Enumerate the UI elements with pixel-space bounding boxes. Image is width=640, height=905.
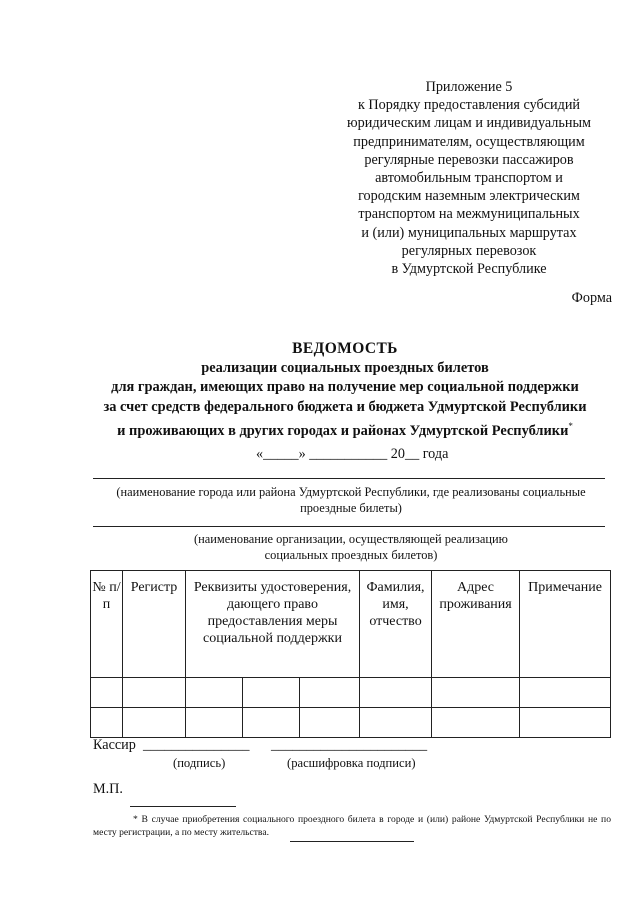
appendix-line: к Порядку предоставления субсидий xyxy=(357,97,581,114)
table-cell[interactable] xyxy=(520,708,611,738)
title-line: за счет средств федерального бюджета и бюджета Удмуртской Республики xyxy=(103,398,587,415)
footnote-text: В случае приобретения социального проездного билета в городе и (или) районе Удмуртской Республики не по месту регистрации, а по месту жительства. xyxy=(93,814,611,838)
footnote-separator xyxy=(130,806,236,807)
header-requisites: Реквизиты удостоверения, дающего право предоставления меры социальной поддержки xyxy=(186,571,360,678)
table-cell[interactable] xyxy=(520,678,611,708)
footnote-mark: * xyxy=(133,814,138,825)
organization-field-line[interactable] xyxy=(93,526,605,527)
appendix-line: Приложение 5 xyxy=(425,79,513,95)
appendix-block xyxy=(330,78,608,278)
table-cell[interactable] xyxy=(300,708,360,738)
table-cell[interactable] xyxy=(186,708,243,738)
table-cell[interactable] xyxy=(432,708,520,738)
footnote xyxy=(93,813,611,839)
title-line: и проживающих в других городах и районах Удмуртской Республики xyxy=(117,422,569,439)
organization-caption xyxy=(96,531,606,563)
appendix-line: и (или) муниципальных маршрутах xyxy=(361,224,577,241)
table-cell[interactable] xyxy=(186,678,243,708)
appendix-line: автомобильным транспортом и xyxy=(375,170,563,187)
table-cell[interactable] xyxy=(360,708,432,738)
table-row xyxy=(91,708,611,738)
appendix-line: предпринимателям, осуществляющим xyxy=(353,133,585,150)
appendix-line: юридическим лицам и индивидуальным xyxy=(347,115,591,132)
table-row xyxy=(91,678,611,708)
header-address: Адрес проживания xyxy=(432,571,520,678)
table-cell[interactable] xyxy=(243,678,300,708)
date-line: «_____» ___________ 20__ года xyxy=(256,446,449,462)
header-note: Примечание xyxy=(520,571,611,678)
cashier-signature-field[interactable]: _______________ xyxy=(143,737,250,753)
cashier-decode-field[interactable]: ______________________ xyxy=(271,737,428,753)
table-cell[interactable] xyxy=(360,678,432,708)
appendix-line: регулярные перевозки пассажиров xyxy=(364,151,574,168)
cashier-label: Кассир xyxy=(93,737,136,753)
header-fio: Фамилия, имя, отчество xyxy=(360,571,432,678)
city-field-line[interactable] xyxy=(93,478,605,479)
table-cell[interactable] xyxy=(243,708,300,738)
table-header-row xyxy=(91,571,611,678)
appendix-line: городским наземным электрическим xyxy=(358,188,580,205)
title-line: реализации социальных проездных билетов xyxy=(201,359,489,376)
table-cell[interactable] xyxy=(300,678,360,708)
form-label: Форма xyxy=(571,290,612,306)
table-cell[interactable] xyxy=(123,708,186,738)
header-num: № п/п xyxy=(91,571,123,678)
table-cell[interactable] xyxy=(91,678,123,708)
title-footnote-mark: * xyxy=(568,421,573,431)
appendix-line: транспортом на межмуниципальных xyxy=(358,206,580,223)
table-cell[interactable] xyxy=(432,678,520,708)
document-title xyxy=(80,339,610,441)
header-register: Регистр xyxy=(123,571,186,678)
city-caption: (наименование города или района Удмуртской Республики, где реализованы социальные проездные билеты) xyxy=(116,485,586,515)
signature-caption: (подпись) xyxy=(173,756,226,770)
table-cell[interactable] xyxy=(91,708,123,738)
title-main: ВЕДОМОСТЬ xyxy=(292,340,398,357)
footnote-end-line xyxy=(290,841,414,842)
decode-caption: (расшифровка подписи) xyxy=(287,756,416,770)
appendix-line: в Удмуртской Республике xyxy=(391,261,547,278)
title-line: для граждан, имеющих право на получение мер социальной поддержки xyxy=(111,379,579,395)
title-last-line xyxy=(80,417,610,441)
organization-caption-line: (наименование организации, осуществляющей реализацию xyxy=(194,532,508,546)
organization-caption-line: социальных проездных билетов) xyxy=(264,548,438,562)
appendix-line: регулярных перевозок xyxy=(401,242,537,259)
tickets-table xyxy=(90,570,611,738)
table-cell[interactable] xyxy=(123,678,186,708)
seal-label: М.П. xyxy=(93,781,123,797)
